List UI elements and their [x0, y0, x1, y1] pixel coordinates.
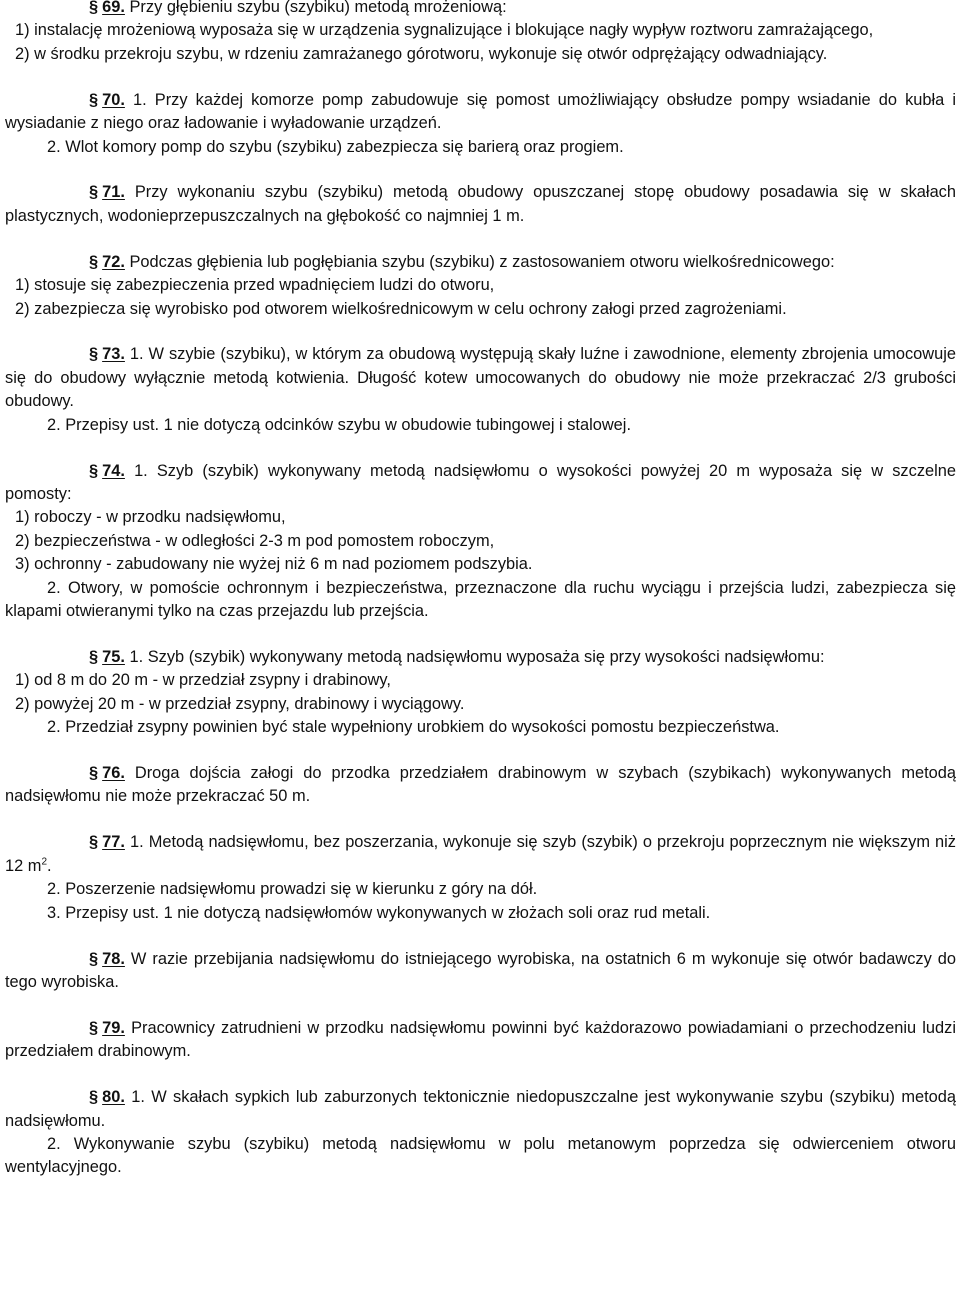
paragraph-text: 3. Przepisy ust. 1 nie dotyczą nadsięwłomów wykonywanych w złożach soli oraz rud metali.: [47, 903, 711, 922]
paragraph-number: § 70.: [47, 91, 125, 109]
paragraph-number: § 76.: [47, 764, 125, 782]
paragraph-text: Droga dojścia załogi do przodka przedziałem drabinowym w szybach (szybikach) wykonywanych metodą nadsięwłomu nie może przekraczać 50 m.: [5, 764, 956, 806]
paragraph-73: [5, 343, 956, 437]
paragraph-number: § 78.: [47, 950, 125, 968]
paragraph-text: 2. Wykonywanie szybu (szybiku) metodą nadsięwłomu w polu metanowym poprzedza się odwierceniem otworu wentylacyjnego.: [5, 1134, 956, 1177]
paragraph-text: Przy wykonaniu szybu (szybiku) metodą obudowy opuszczanej stopę obudowy posadawia się w skałach plastycznych, wodonieprzepuszczalnych na głębokość co najmniej 1 m.: [5, 183, 956, 225]
paragraph-74: [5, 460, 956, 624]
paragraph-text: 2. Otwory, w pomoście ochronnym i bezpieczeństwa, przeznaczone dla ruchu wyciągu i przejścia ludzi, zabezpiecza się klapami otwieranymi tylko na czas przejazdu lub przejścia.: [5, 578, 956, 621]
superscript: 2: [41, 856, 48, 868]
list-item: 2) zabezpiecza się wyrobisko pod otworem wielkośrednicowym w celu ochrony załogi przed zagrożeniami.: [15, 299, 787, 318]
list-item: 2) w środku przekroju szybu, w rdzeniu zamrażanego górotworu, wykonuje się otwór odprężający odwadniający.: [15, 44, 828, 63]
paragraph-lead: 1. Szyb (szybik) wykonywany metodą nadsięwłomu o wysokości powyżej 20 m wyposaża się w szczelne pomosty:: [5, 461, 956, 503]
paragraph-72: [5, 251, 956, 321]
paragraph-text: 1. W skałach sypkich lub zaburzonych tektonicznie niedopuszczalne jest wykonywanie szybu (szybiku) metodą nadsięwłomu.: [5, 1088, 956, 1130]
paragraph-number: § 74.: [47, 462, 125, 480]
paragraph-lead: Podczas głębienia lub pogłębiania szybu (szybiku) z zastosowaniem otworu wielkośrednicowego:: [129, 252, 835, 271]
paragraph-75: [5, 646, 956, 740]
paragraph-text: Pracownicy zatrudnieni w przodku nadsięwłomu powinni być każdorazowo powiadamiani o przechodzeniu ludzi przedziałem drabinowym.: [5, 1018, 956, 1061]
paragraph-76: [5, 762, 956, 809]
list-item: 1) roboczy - w przodku nadsięwłomu,: [15, 508, 286, 527]
list-item: 1) instalację mrożeniową wyposaża się w urządzenia sygnalizujące i blokujące nagły wypływ roztworu zamrażającego,: [15, 21, 874, 40]
paragraph-number: § 72.: [47, 253, 125, 271]
paragraph-number: § 77.: [47, 833, 125, 851]
list-item: 1) stosuje się zabezpieczenia przed wpadnięciem ludzi do otworu,: [15, 276, 495, 295]
paragraph-text: 2. Wlot komory pomp do szybu (szybiku) zabezpiecza się barierą oraz progiem.: [47, 137, 624, 156]
paragraph-text: 2. Przepisy ust. 1 nie dotyczą odcinków szybu w obudowie tubingowej i stalowej.: [47, 415, 631, 434]
paragraph-80: [5, 1086, 956, 1180]
paragraph-text-end: .: [47, 856, 52, 875]
paragraph-text: W razie przebijania nadsięwłomu do istniejącego wyrobiska, na ostatnich 6 m wykonuje się otwór badawczy do tego wyrobiska.: [5, 949, 956, 991]
list-item: 3) ochronny - zabudowany nie wyżej niż 6 m nad poziomem podszybia.: [15, 555, 533, 574]
paragraph-text: 1. Metodą nadsięwłomu, bez poszerzania, wykonuje się szyb (szybik) o przekroju poprzecznym nie większym niż 12 m: [5, 833, 956, 875]
paragraph-number: § 75.: [47, 648, 125, 666]
paragraph-text: 2. Przedział zsypny powinien być stale wypełniony urobkiem do wysokości pomostu bezpieczeństwa.: [47, 718, 780, 737]
paragraph-71: [5, 181, 956, 228]
paragraph-text: 2. Poszerzenie nadsięwłomu prowadzi się w kierunku z góry na dół.: [47, 880, 538, 899]
paragraph-number: § 71.: [47, 183, 125, 201]
paragraph-77: [5, 831, 956, 925]
paragraph-78: [5, 948, 956, 995]
paragraph-number: § 73.: [47, 345, 125, 363]
list-item: 2) powyżej 20 m - w przedział zsypny, drabinowy i wyciągowy.: [15, 694, 465, 713]
paragraph-70: [5, 89, 956, 159]
paragraph-79: [5, 1017, 956, 1064]
paragraph-text: 1. W szybie (szybiku), w którym za obudową występują skały luźne i zawodnione, elementy zbrojenia umocowuje się do obudowy wyłącznie metodą kotwienia. Długość kotew umocowanych do obudowy nie może przekraczać 2/3 grubości obudowy.: [5, 345, 956, 411]
paragraph-text: 1. Przy każdej komorze pomp zabudowuje się pomost umożliwiający obsłudze pompy wsiadanie do kubła i wysiadanie z niego oraz ładowanie i wyładowanie urządzeń.: [5, 90, 956, 133]
list-item: 1) od 8 m do 20 m - w przedział zsypny i drabinowy,: [15, 671, 391, 690]
paragraph-lead: 1. Szyb (szybik) wykonywany metodą nadsięwłomu wyposaża się przy wysokości nadsięwłomu:: [129, 647, 825, 666]
paragraph-number: § 80.: [47, 1088, 125, 1106]
paragraph-lead: Przy głębieniu szybu (szybiku) metodą mrożeniową:: [129, 0, 507, 16]
list-item: 2) bezpieczeństwa - w odległości 2-3 m pod pomostem roboczym,: [15, 531, 495, 550]
paragraph-number: § 79.: [47, 1019, 125, 1037]
paragraph-number: § 69.: [47, 0, 125, 16]
paragraph-69: [5, 0, 956, 66]
